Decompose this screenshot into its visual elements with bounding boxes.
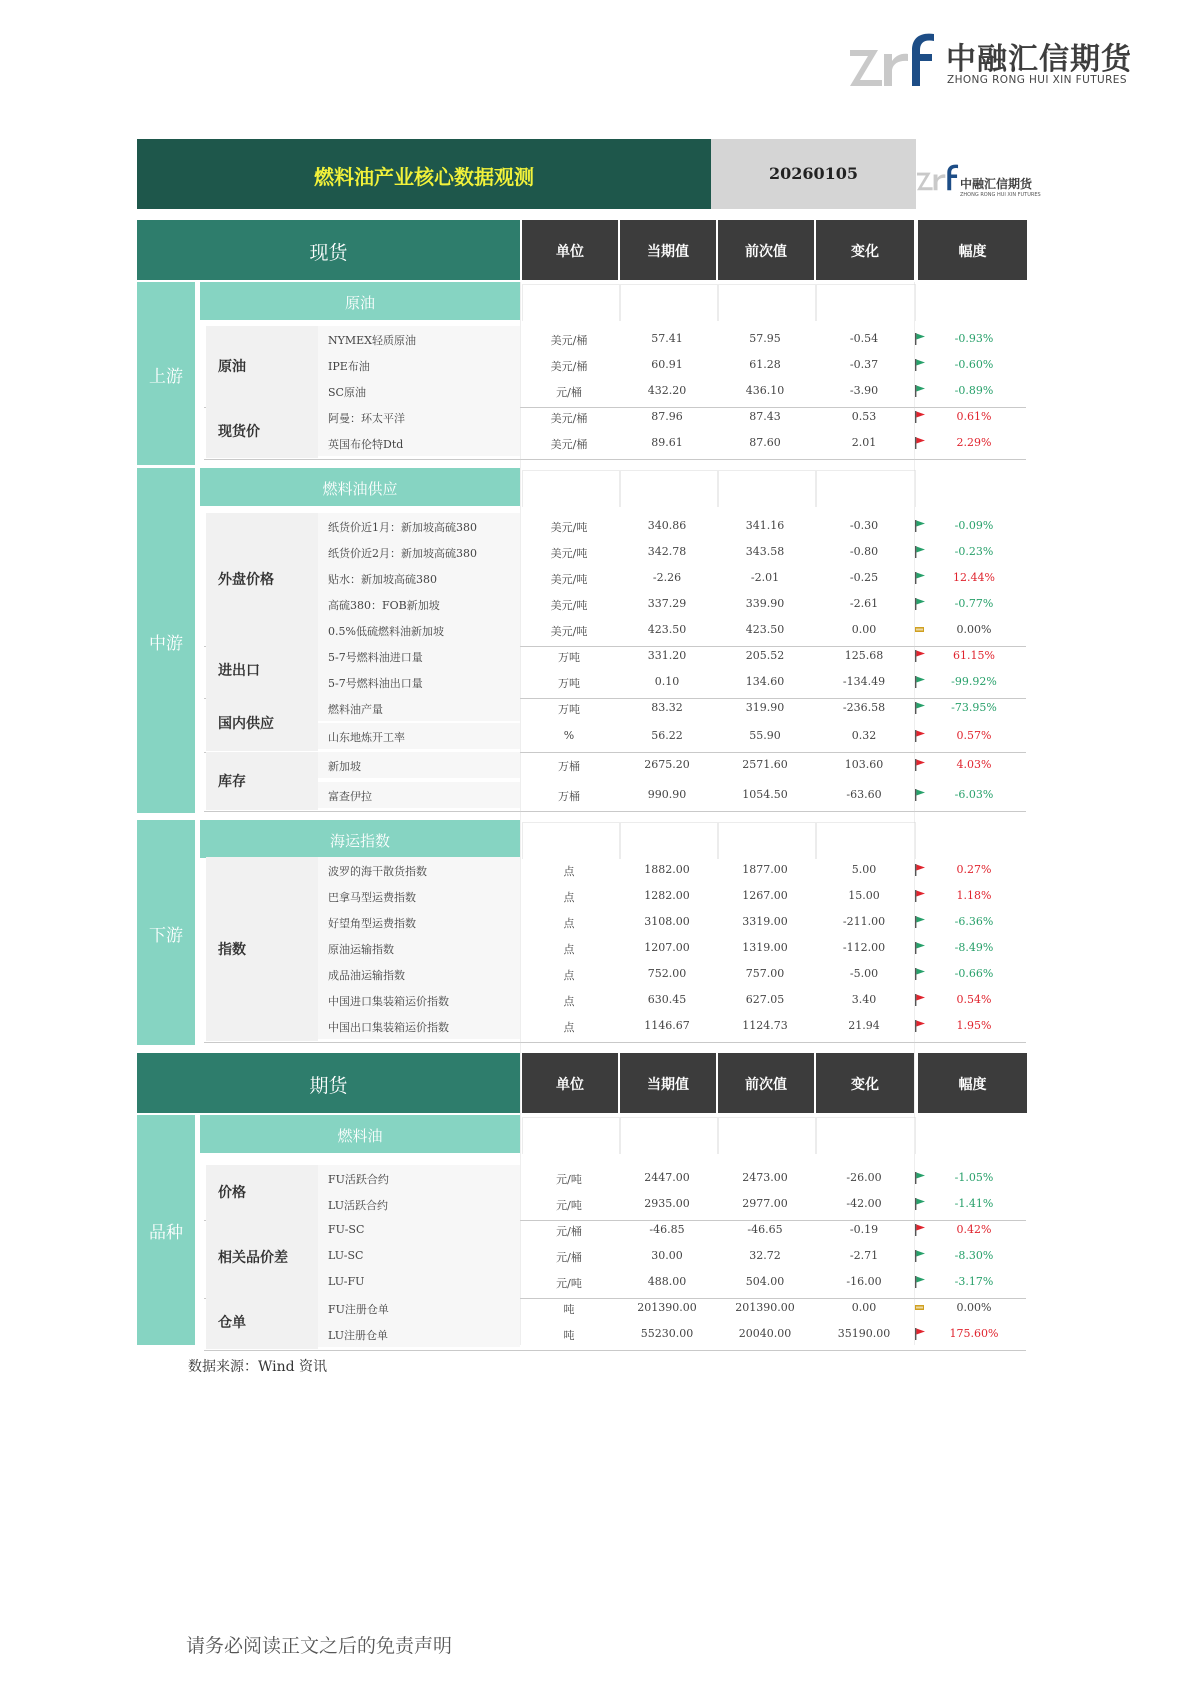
row-name: 高硫380：FOB新加坡	[328, 599, 440, 612]
row-unit: 元/吨	[556, 1199, 582, 1212]
col-current-label: 当期值	[647, 244, 689, 260]
report-title: 燃料油产业核心数据观测	[314, 165, 534, 189]
row-current-value: 488.00	[647, 1275, 687, 1288]
spot-midstream-side-text: 中游	[149, 633, 183, 654]
spot-midstream-sub-grid-cell	[522, 470, 620, 507]
brand-logo	[848, 28, 1132, 90]
col-previous-label: 前次值	[745, 244, 787, 260]
col-pct-label: 幅度	[958, 244, 987, 260]
row-pct: 0.57%	[956, 729, 992, 742]
row-current-value: 1882.00	[644, 863, 690, 876]
row-previous-value: 627.05	[745, 993, 785, 1006]
row-name: 中国进口集装箱运价指数	[328, 995, 449, 1008]
col-unit-header	[522, 220, 618, 280]
row-name: 波罗的海干散货指数	[328, 865, 427, 878]
row-name: SC原油	[328, 386, 366, 399]
futures-header-label: 期货	[309, 1075, 348, 1097]
row-unit: %	[563, 729, 575, 742]
trend-flag-icon	[914, 1170, 926, 1184]
column-divider	[914, 282, 915, 1345]
row-current-value: 2675.20	[644, 758, 690, 771]
spot-header-label: 现货	[309, 242, 348, 264]
trend-flag-icon	[914, 570, 926, 584]
spot-section-header	[137, 220, 520, 280]
row-current-value: 57.41	[651, 332, 683, 345]
row-pct: -0.89%	[954, 384, 994, 397]
futures-varieties-sub-grid-cell	[718, 1117, 816, 1154]
trend-flag-icon	[914, 544, 926, 558]
row-previous-value: 339.90	[745, 597, 785, 610]
data-source: 数据来源：Wind 资讯	[188, 1359, 328, 1375]
futures-section-header	[137, 1053, 520, 1113]
row-current-value: 340.86	[647, 519, 687, 532]
row-change: -2.71	[849, 1249, 879, 1262]
row-change: 5.00	[851, 863, 877, 876]
row-pct: -1.41%	[954, 1197, 994, 1210]
row-current-value: 60.91	[651, 358, 683, 371]
row-change: 125.68	[844, 649, 884, 662]
row-current-value: 423.50	[647, 623, 687, 636]
row-previous-value: 87.43	[749, 410, 781, 423]
row-name: 英国布伦特Dtd	[328, 438, 404, 451]
fut-col-current-header	[620, 1053, 716, 1113]
trend-flag-icon	[914, 622, 926, 636]
row-pct: 61.15%	[953, 649, 995, 662]
spot-upstream-sub-header	[200, 282, 520, 320]
spot-midstream-group-label: 外盘价格	[218, 572, 274, 588]
trend-flag-icon	[914, 1326, 926, 1340]
row-previous-value: 61.28	[749, 358, 781, 371]
trend-flag-icon	[914, 700, 926, 714]
row-change: -3.90	[849, 384, 879, 397]
row-previous-value: 87.60	[749, 436, 781, 449]
trend-flag-icon	[914, 674, 926, 688]
column-divider	[520, 282, 521, 1345]
row-previous-value: 319.90	[745, 701, 785, 714]
row-previous-value: 3319.00	[742, 915, 788, 928]
row-previous-value: 2977.00	[742, 1197, 788, 1210]
row-current-value: 1207.00	[644, 941, 690, 954]
row-current-value: 630.45	[647, 993, 687, 1006]
zrf-small-logo-icon	[916, 157, 960, 197]
fut-col-previous-header	[718, 1053, 814, 1113]
row-unit: 点	[563, 1021, 575, 1034]
fut-col-unit-label: 单位	[556, 1077, 584, 1093]
row-unit: 元/桶	[556, 1225, 582, 1238]
trend-flag-icon	[914, 435, 926, 449]
row-pct: -73.95%	[951, 701, 997, 714]
row-previous-value: 341.16	[745, 519, 785, 532]
row-pct: 12.44%	[953, 571, 995, 584]
row-current-value: 3108.00	[644, 915, 690, 928]
row-change: -211.00	[842, 915, 886, 928]
spot-downstream-group-divider	[204, 1042, 1026, 1043]
trend-flag-icon	[914, 518, 926, 532]
row-current-value: 201390.00	[637, 1301, 697, 1314]
fut-col-change-header	[816, 1053, 914, 1113]
row-previous-value: 1054.50	[742, 788, 788, 801]
spot-downstream-side-label	[137, 820, 195, 1045]
row-name: NYMEX轻质原油	[328, 334, 417, 347]
row-unit: 美元/桶	[550, 412, 588, 425]
row-pct: 0.42%	[956, 1223, 992, 1236]
row-current-value: 1146.67	[644, 1019, 690, 1032]
trend-flag-icon	[914, 862, 926, 876]
row-pct: 0.00%	[956, 1301, 992, 1314]
spot-upstream-sub-grid-cell	[620, 284, 718, 321]
row-change: -16.00	[846, 1275, 882, 1288]
row-unit: 美元/吨	[550, 599, 588, 612]
row-current-value: -46.85	[649, 1223, 685, 1236]
row-name: 成品油运输指数	[328, 969, 405, 982]
spot-midstream-sub-header-label: 燃料油供应	[322, 480, 398, 498]
futures-varieties-group-label: 仓单	[218, 1315, 246, 1331]
trend-flag-icon	[914, 409, 926, 423]
row-change: -0.54	[849, 332, 879, 345]
trend-flag-icon	[914, 914, 926, 928]
row-name: 5-7号燃料油进口量	[328, 651, 423, 664]
row-pct: 0.61%	[956, 410, 992, 423]
row-previous-value: -46.65	[747, 1223, 783, 1236]
trend-flag-icon	[914, 596, 926, 610]
fut-col-previous-label: 前次值	[745, 1077, 787, 1093]
row-change: -236.58	[842, 701, 886, 714]
row-pct: -0.77%	[954, 597, 994, 610]
row-previous-value: 343.58	[745, 545, 785, 558]
trend-flag-icon	[914, 383, 926, 397]
spot-upstream-side-label	[137, 282, 195, 465]
row-change: -0.37	[849, 358, 879, 371]
futures-varieties-side-label	[137, 1115, 195, 1345]
brand-cn-name: 中融汇信期货	[946, 42, 1132, 77]
row-current-value: 30.00	[651, 1249, 683, 1262]
report-date: 20260105	[768, 164, 859, 183]
futures-varieties-group-divider	[204, 1350, 1026, 1351]
spot-midstream-sub-grid-cell	[620, 470, 718, 507]
row-previous-value: 757.00	[745, 967, 785, 980]
fut-col-unit-header	[522, 1053, 618, 1113]
spot-downstream-sub-grid-cell	[816, 822, 916, 859]
row-previous-value: 20040.00	[738, 1327, 792, 1340]
spot-midstream-group-label: 国内供应	[218, 716, 274, 732]
trend-flag-icon	[914, 966, 926, 980]
row-current-value: 337.29	[647, 597, 687, 610]
spot-upstream-sub-grid-cell	[522, 284, 620, 321]
futures-varieties-sub-grid-cell	[620, 1117, 718, 1154]
row-change: -0.30	[849, 519, 879, 532]
row-name: LU活跃合约	[328, 1199, 388, 1212]
row-current-value: 56.22	[651, 729, 683, 742]
row-name: 贴水：新加坡高硫380	[328, 573, 437, 586]
row-name: 好望角型运费指数	[328, 917, 416, 930]
row-pct: 0.54%	[956, 993, 992, 1006]
spot-upstream-sub-grid-cell	[718, 284, 816, 321]
disclaimer-footer: 请务必阅读正文之后的免责声明	[186, 1635, 453, 1657]
spot-downstream-side-text: 下游	[149, 925, 183, 946]
row-change: -5.00	[849, 967, 879, 980]
row-previous-value: 1124.73	[742, 1019, 788, 1032]
spot-upstream-group-label: 现货价	[218, 424, 260, 440]
row-name: 燃料油产量	[328, 703, 383, 716]
row-change: 0.53	[851, 410, 877, 423]
row-pct: -3.17%	[954, 1275, 994, 1288]
row-change: 0.00	[851, 1301, 877, 1314]
row-pct: 175.60%	[949, 1327, 999, 1340]
row-change: 35190.00	[837, 1327, 891, 1340]
small-brand-en: ZHONG RONG HUI XIN FUTURES	[960, 192, 1041, 198]
trend-flag-icon	[914, 1300, 926, 1314]
row-name: 巴拿马型运费指数	[328, 891, 416, 904]
row-name: 纸货价近1月：新加坡高硫380	[328, 521, 477, 534]
trend-flag-icon	[914, 648, 926, 662]
row-current-value: 331.20	[647, 649, 687, 662]
row-unit: 吨	[563, 1303, 575, 1316]
fut-col-pct-header	[918, 1053, 1027, 1113]
row-name: 0.5%低硫燃料油新加坡	[328, 625, 444, 638]
row-name: 原油运输指数	[328, 943, 394, 956]
col-current-header	[620, 220, 716, 280]
row-pct: 0.27%	[956, 863, 992, 876]
row-name: 5-7号燃料油出口量	[328, 677, 423, 690]
row-current-value: 432.20	[647, 384, 687, 397]
trend-flag-icon	[914, 728, 926, 742]
row-unit: 万吨	[558, 651, 580, 664]
row-previous-value: 134.60	[745, 675, 785, 688]
trend-flag-icon	[914, 1248, 926, 1262]
row-pct: -99.92%	[951, 675, 997, 688]
spot-midstream-side-label	[137, 468, 195, 813]
row-pct: -0.23%	[954, 545, 994, 558]
row-current-value: 2935.00	[644, 1197, 690, 1210]
row-current-value: 83.32	[651, 701, 683, 714]
row-unit: 万吨	[558, 677, 580, 690]
row-previous-value: 2473.00	[742, 1171, 788, 1184]
row-pct: 4.03%	[956, 758, 992, 771]
row-pct: -0.09%	[954, 519, 994, 532]
row-change: -0.19	[849, 1223, 879, 1236]
row-change: 2.01	[851, 436, 877, 449]
row-unit: 美元/吨	[550, 521, 588, 534]
fut-col-pct-label: 幅度	[958, 1077, 987, 1093]
report-title-bar	[137, 139, 711, 209]
row-current-value: 89.61	[651, 436, 683, 449]
spot-upstream-side-text: 上游	[149, 366, 183, 387]
report-date-box	[711, 139, 916, 209]
row-pct: 0.00%	[956, 623, 992, 636]
row-previous-value: 201390.00	[735, 1301, 795, 1314]
futures-varieties-sub-header	[200, 1115, 520, 1153]
row-change: 21.94	[848, 1019, 880, 1032]
spot-downstream-sub-grid-cell	[522, 822, 620, 859]
row-current-value: 1282.00	[644, 889, 690, 902]
spot-midstream-group-label: 进出口	[218, 663, 260, 679]
row-unit: 万桶	[558, 790, 580, 803]
row-current-value: 0.10	[654, 675, 680, 688]
row-pct: -8.30%	[954, 1249, 994, 1262]
row-unit: 元/桶	[556, 386, 582, 399]
row-name: 纸货价近2月：新加坡高硫380	[328, 547, 477, 560]
row-current-value: -2.26	[652, 571, 682, 584]
trend-flag-icon	[914, 992, 926, 1006]
row-pct: -8.49%	[954, 941, 994, 954]
spot-upstream-group-divider	[204, 459, 1026, 460]
row-previous-value: -2.01	[750, 571, 780, 584]
row-change: 15.00	[848, 889, 880, 902]
row-unit: 点	[563, 995, 575, 1008]
row-unit: 美元/吨	[550, 547, 588, 560]
trend-flag-icon	[914, 1274, 926, 1288]
small-brand-logo	[916, 153, 1041, 203]
spot-midstream-sub-header	[200, 468, 520, 506]
row-name: 富查伊拉	[328, 790, 372, 803]
row-change: -134.49	[842, 675, 886, 688]
row-unit: 点	[563, 969, 575, 982]
row-change: -0.25	[849, 571, 879, 584]
futures-varieties-sub-grid-cell	[522, 1117, 620, 1154]
row-pct: -1.05%	[954, 1171, 994, 1184]
futures-varieties-group-label: 相关品价差	[218, 1250, 288, 1266]
zrf-logo-icon	[848, 28, 938, 90]
spot-downstream-group-label: 指数	[218, 942, 246, 958]
row-unit: 美元/桶	[550, 438, 588, 451]
spot-downstream-sub-header-label: 海运指数	[329, 832, 390, 850]
row-unit: 点	[563, 917, 575, 930]
row-change: -63.60	[846, 788, 882, 801]
row-previous-value: 1267.00	[742, 889, 788, 902]
row-name: LU-SC	[328, 1249, 364, 1262]
spot-downstream-sub-grid-cell	[620, 822, 718, 859]
row-unit: 万桶	[558, 760, 580, 773]
row-pct: 1.18%	[956, 889, 992, 902]
trend-flag-icon	[914, 757, 926, 771]
row-unit: 万吨	[558, 703, 580, 716]
row-name: LU注册仓单	[328, 1329, 388, 1342]
row-change: 0.00	[851, 623, 877, 636]
row-change: 0.32	[851, 729, 877, 742]
futures-varieties-group-label: 价格	[218, 1185, 246, 1201]
col-pct-header	[918, 220, 1027, 280]
trend-flag-icon	[914, 357, 926, 371]
small-brand-cn: 中融汇信期货	[960, 177, 1033, 191]
col-unit-label: 单位	[556, 244, 584, 260]
row-pct: -6.36%	[954, 915, 994, 928]
spot-upstream-group-label: 原油	[218, 359, 246, 375]
futures-varieties-side-text: 品种	[149, 1223, 183, 1243]
row-change: 3.40	[851, 993, 877, 1006]
trend-flag-icon	[914, 940, 926, 954]
row-name: FU活跃合约	[328, 1173, 389, 1186]
row-change: 103.60	[844, 758, 884, 771]
spot-midstream-group-divider	[204, 811, 1026, 812]
col-previous-header	[718, 220, 814, 280]
spot-downstream-sub-grid-cell	[718, 822, 816, 859]
row-current-value: 55230.00	[640, 1327, 694, 1340]
row-change: -112.00	[842, 941, 886, 954]
row-unit: 吨	[563, 1329, 575, 1342]
row-previous-value: 2571.60	[742, 758, 788, 771]
row-unit: 元/吨	[556, 1277, 582, 1290]
row-unit: 点	[563, 943, 575, 956]
fut-col-change-label: 变化	[851, 1077, 879, 1093]
spot-upstream-sub-grid-cell	[816, 284, 916, 321]
row-previous-value: 1877.00	[742, 863, 788, 876]
futures-varieties-sub-header-label: 燃料油	[337, 1127, 383, 1145]
row-previous-value: 55.90	[749, 729, 781, 742]
row-previous-value: 1319.00	[742, 941, 788, 954]
row-current-value: 752.00	[647, 967, 687, 980]
row-pct: -0.93%	[954, 332, 994, 345]
row-pct: 1.95%	[956, 1019, 992, 1032]
row-change: -42.00	[846, 1197, 882, 1210]
row-change: -2.61	[849, 597, 879, 610]
row-change: -0.80	[849, 545, 879, 558]
row-current-value: 990.90	[647, 788, 687, 801]
futures-varieties-sub-grid-cell	[816, 1117, 916, 1154]
trend-flag-icon	[914, 1222, 926, 1236]
row-unit: 美元/吨	[550, 573, 588, 586]
row-name: 中国出口集装箱运价指数	[328, 1021, 449, 1034]
row-previous-value: 436.10	[745, 384, 785, 397]
row-previous-value: 423.50	[745, 623, 785, 636]
row-unit: 元/吨	[556, 1173, 582, 1186]
row-name: FU注册仓单	[328, 1303, 389, 1316]
row-pct: -6.03%	[954, 788, 994, 801]
row-unit: 美元/吨	[550, 625, 588, 638]
col-change-header	[816, 220, 914, 280]
row-unit: 元/桶	[556, 1251, 582, 1264]
brand-en-name: ZHONG RONG HUI XIN FUTURES	[947, 74, 1127, 86]
row-name: FU-SC	[328, 1223, 365, 1236]
row-unit: 美元/桶	[550, 360, 588, 373]
trend-flag-icon	[914, 787, 926, 801]
row-unit: 美元/桶	[550, 334, 588, 347]
spot-downstream-sub-header	[200, 820, 520, 858]
row-pct: -0.66%	[954, 967, 994, 980]
row-name: 新加坡	[328, 760, 361, 773]
spot-midstream-sub-grid-cell	[816, 470, 916, 507]
trend-flag-icon	[914, 1196, 926, 1210]
row-previous-value: 504.00	[745, 1275, 785, 1288]
row-change: -26.00	[846, 1171, 882, 1184]
row-name: 阿曼：环太平洋	[328, 412, 405, 425]
row-current-value: 342.78	[647, 545, 687, 558]
row-pct: 2.29%	[956, 436, 992, 449]
spot-midstream-group-label: 库存	[218, 774, 246, 790]
row-previous-value: 205.52	[745, 649, 785, 662]
spot-upstream-sub-header-label: 原油	[344, 294, 375, 312]
row-unit: 点	[563, 865, 575, 878]
spot-midstream-sub-grid-cell	[718, 470, 816, 507]
row-name: LU-FU	[328, 1275, 365, 1288]
row-unit: 点	[563, 891, 575, 904]
row-name: 山东地炼开工率	[328, 731, 405, 744]
fut-col-current-label: 当期值	[647, 1077, 689, 1093]
trend-flag-icon	[914, 888, 926, 902]
row-name: IPE布油	[328, 360, 370, 373]
row-previous-value: 57.95	[749, 332, 781, 345]
trend-flag-icon	[914, 1018, 926, 1032]
row-current-value: 2447.00	[644, 1171, 690, 1184]
row-current-value: 87.96	[651, 410, 683, 423]
row-pct: -0.60%	[954, 358, 994, 371]
row-previous-value: 32.72	[749, 1249, 781, 1262]
col-change-label: 变化	[851, 244, 879, 260]
trend-flag-icon	[914, 331, 926, 345]
